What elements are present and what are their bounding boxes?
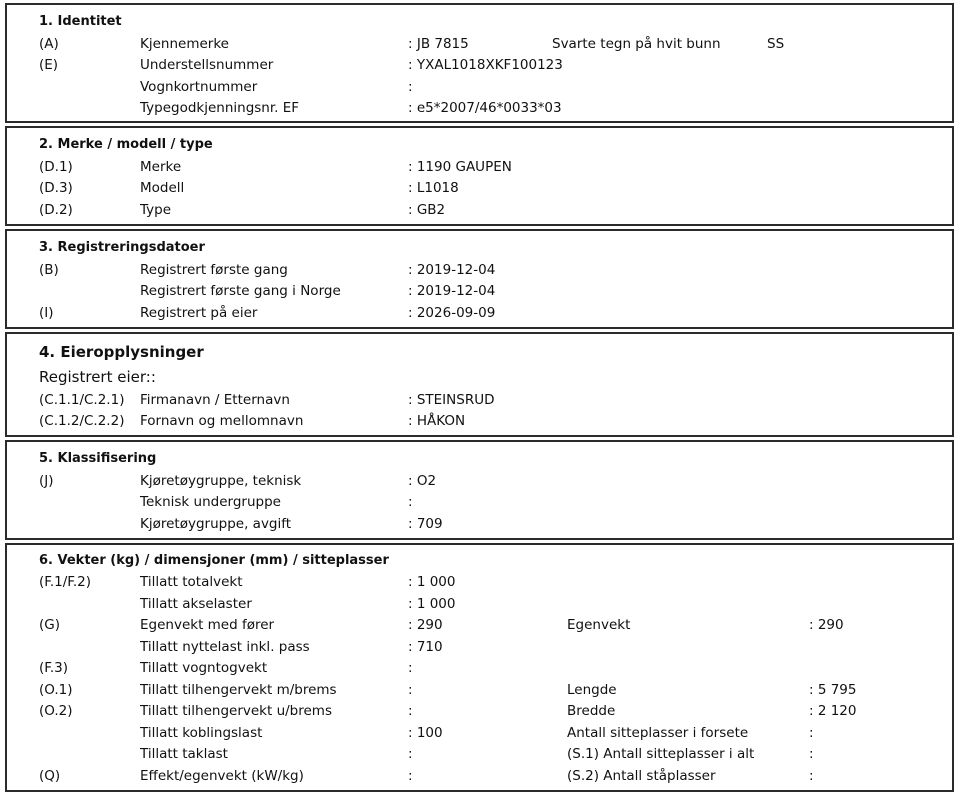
field-value: : 2026-09-09 [408,305,496,321]
field-label: Fornavn og mellomnavn [140,413,304,429]
field-label: Merke [140,159,182,175]
field-label: Understellsnummer [140,57,274,73]
field-label: Tillatt tilhengervekt u/brems [140,703,332,719]
field-value: : [408,703,413,719]
table-row [7,574,952,594]
table-row [7,202,952,222]
right-field-value: : [809,725,814,741]
right-field-value: : 5 795 [809,682,857,698]
field-label: Effekt/egenvekt (kW/kg) [140,768,304,784]
table-row [7,262,952,282]
table-row [7,682,952,702]
field-value: : 709 [408,516,443,532]
field-value: : 2019-12-04 [408,283,496,299]
field-value: : [408,768,413,784]
field-label: Kjennemerke [140,36,229,52]
section-owner-info [5,332,954,437]
right-field-label: Antall sitteplasser i forsete [567,725,749,741]
field-value: : [408,682,413,698]
table-row [7,159,952,179]
vehicle-registration-document [5,3,954,792]
field-value: : 290 [408,617,443,633]
field-value: : STEINSRUD [408,392,495,408]
right-field-value: : [809,768,814,784]
field-code: (E) [39,57,59,73]
section-title: 4. Eieropplysninger [39,343,204,361]
field-label: Tillatt koblingslast [140,725,263,741]
plate-colour-text: Svarte tegn på hvit bunn [552,36,721,52]
field-value: : 710 [408,639,443,655]
field-value: : e5*2007/46*0033*03 [408,100,562,116]
section-title: 5. Klassifisering [39,451,157,466]
table-row [7,57,952,77]
table-row [7,100,952,120]
table-row [7,725,952,745]
registered-owner-heading: Registrert eier:: [39,368,156,386]
field-label: Teknisk undergruppe [140,494,281,510]
field-label: Tillatt totalvekt [140,574,243,590]
field-value: : 1 000 [408,596,456,612]
field-value: : L1018 [408,180,459,196]
field-label: Tillatt akselaster [140,596,252,612]
field-label: Egenvekt med fører [140,617,275,633]
field-label: Registrert første gang [140,262,288,278]
field-code: (C.1.1/C.2.1) [39,392,125,408]
field-code: (D.3) [39,180,73,196]
field-code: (B) [39,262,59,278]
field-label: Type [140,202,172,218]
section-identity [5,3,954,123]
field-code: (F.3) [39,660,69,676]
field-label: Registrert første gang i Norge [140,283,341,299]
field-label: Registrert på eier [140,305,258,321]
field-label: Kjøretøygruppe, teknisk [140,473,302,489]
table-row [7,283,952,303]
right-field-label: Lengde [567,682,617,698]
table-row [7,639,952,659]
table-row [7,703,952,723]
section-weights-dimensions [5,543,954,792]
field-value: : 100 [408,725,443,741]
field-label: Tillatt vogntogvekt [140,660,268,676]
table-row [7,413,952,433]
table-row [7,305,952,325]
field-code: (I) [39,305,54,321]
field-code: (Q) [39,768,61,784]
field-value: : [408,494,413,510]
section-registration-dates [5,229,954,329]
right-field-label: (S.1) Antall sitteplasser i alt [567,746,755,762]
section-title: 1. Identitet [39,14,122,29]
field-value: : [408,746,413,762]
table-row [7,36,952,56]
field-value: : 1190 GAUPEN [408,159,512,175]
right-field-value: : 2 120 [809,703,857,719]
right-field-value: : 290 [809,617,844,633]
right-field-value: : [809,746,814,762]
section-title: 6. Vekter (kg) / dimensjoner (mm) / sitteplasser [39,553,389,568]
right-field-label: (S.2) Antall ståplasser [567,768,716,784]
right-field-label: Bredde [567,703,616,719]
table-row [7,180,952,200]
field-code: (F.1/F.2) [39,574,92,590]
field-label: Vognkortnummer [140,79,258,95]
field-value: : YXAL1018XKF100123 [408,57,563,73]
field-value: : 1 000 [408,574,456,590]
field-label: Firmanavn / Etternavn [140,392,290,408]
field-code: (O.1) [39,682,73,698]
table-row [7,516,952,536]
field-value: : 2019-12-04 [408,262,496,278]
field-label: Tillatt taklast [140,746,228,762]
table-row [7,746,952,766]
table-row [7,79,952,99]
right-field-label: Egenvekt [567,617,631,633]
section-title: 2. Merke / modell / type [39,137,213,152]
field-label: Modell [140,180,185,196]
field-value: : HÅKON [408,413,466,429]
field-code: (G) [39,617,60,633]
field-value: : JB 7815 [408,36,469,52]
field-label: Tillatt nyttelast inkl. pass [140,639,310,655]
table-row [7,617,952,637]
field-code: (C.1.2/C.2.2) [39,413,125,429]
section-make-model-type [5,126,954,226]
table-row [7,660,952,680]
field-value: : O2 [408,473,437,489]
section-title: 3. Registreringsdatoer [39,240,205,255]
field-value: : [408,79,413,95]
table-row [7,494,952,514]
field-label: Kjøretøygruppe, avgift [140,516,292,532]
field-value: : GB2 [408,202,446,218]
plate-type-code: SS [767,36,785,52]
field-code: (O.2) [39,703,73,719]
field-code: (D.1) [39,159,73,175]
field-label: Typegodkjenningsnr. EF [140,100,300,116]
field-code: (A) [39,36,59,52]
field-label: Tillatt tilhengervekt m/brems [140,682,337,698]
table-row [7,473,952,493]
table-row [7,596,952,616]
section-classification [5,440,954,540]
field-code: (D.2) [39,202,73,218]
field-code: (J) [39,473,54,489]
field-value: : [408,660,413,676]
table-row [7,392,952,412]
table-row [7,768,952,788]
